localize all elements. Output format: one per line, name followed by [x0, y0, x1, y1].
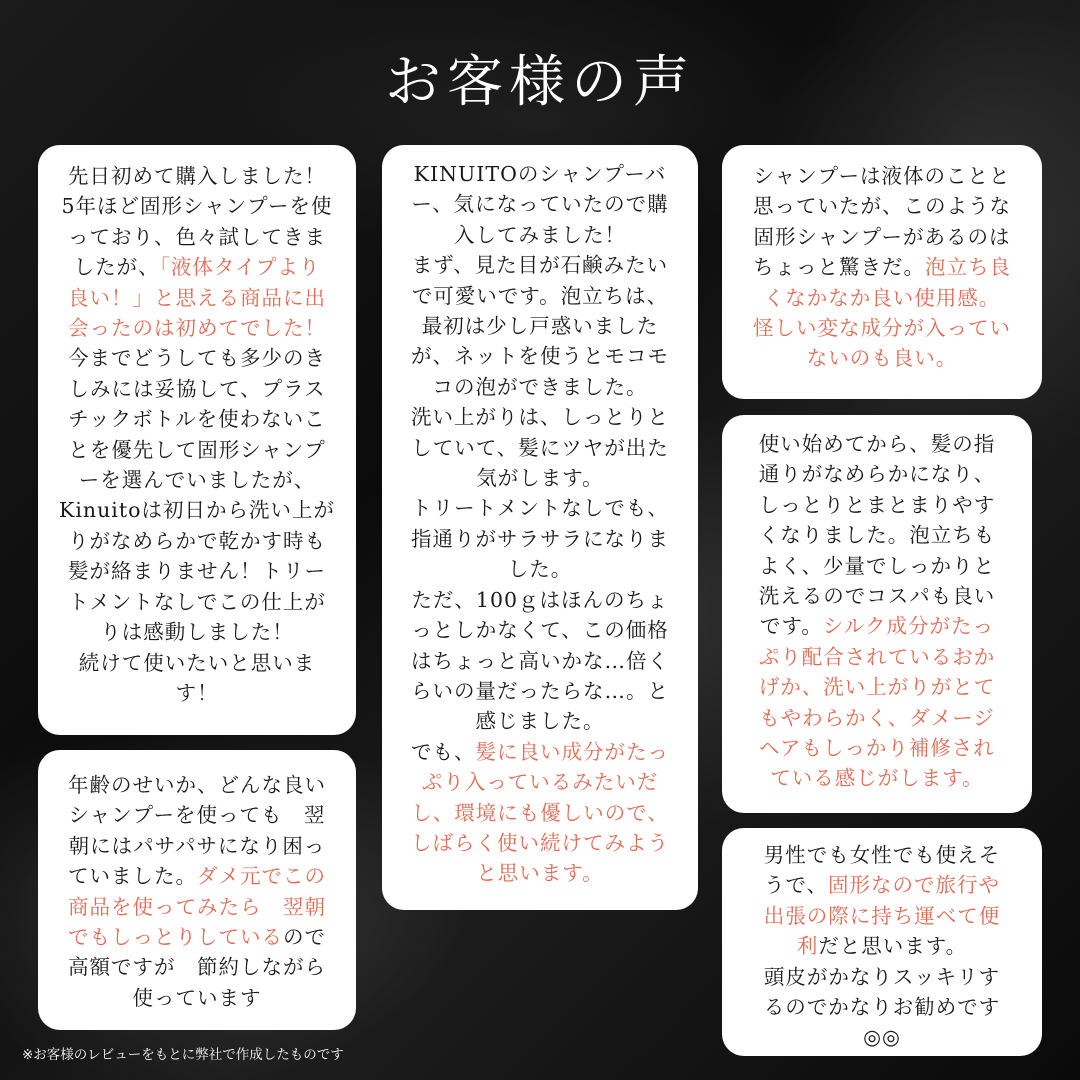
review-line	[728, 642, 1026, 672]
review-line	[44, 617, 350, 647]
review-line	[728, 191, 1036, 221]
review-text-segment: 男性でも女性でも使えそ	[763, 843, 1001, 867]
highlight-text: 会ったのは初めてでした！	[68, 316, 326, 341]
review-line	[44, 191, 350, 221]
review-line	[386, 159, 694, 189]
review-line	[728, 672, 1026, 702]
review-text-segment: ちょっと驚きだ。	[753, 255, 925, 280]
review-line	[44, 343, 350, 373]
review-text-segment: っており、色々試してきま	[68, 224, 326, 249]
review-line	[44, 952, 350, 982]
review-card	[722, 828, 1042, 1056]
review-text-segment: るのでかなりお勧めです	[763, 995, 1001, 1020]
review-line	[386, 646, 694, 676]
highlight-text: もやわらかく、ダメージ	[759, 705, 995, 730]
review-text-segment: 最初は少し戸惑いました	[421, 314, 659, 339]
highlight-text: シルク成分がたっ	[822, 614, 994, 639]
review-line	[44, 222, 350, 252]
highlight-text: し、環境にも優しいので、	[411, 800, 669, 825]
review-text-segment: ので	[283, 925, 326, 950]
review-line	[44, 495, 350, 525]
review-line	[44, 313, 350, 343]
review-text	[728, 161, 1036, 374]
review-line	[44, 374, 350, 404]
review-text-segment: 髪が絡まりません！トリー	[68, 559, 326, 584]
review-text	[44, 770, 350, 1013]
review-line	[728, 490, 1026, 520]
highlight-text: ダメ元でこの	[197, 864, 326, 889]
review-line	[44, 526, 350, 556]
review-text-segment: したが、	[73, 255, 160, 280]
review-line	[44, 161, 350, 191]
review-text-segment: とを優先して固形シャンプ	[68, 437, 326, 462]
review-text-segment: 朝にはパサパサになり困っ	[68, 833, 326, 858]
review-line	[386, 402, 694, 432]
review-line	[728, 870, 1036, 900]
review-line	[44, 770, 350, 800]
review-line	[386, 676, 694, 706]
review-line	[728, 520, 1026, 550]
review-text-segment: 使っています	[132, 985, 262, 1010]
highlight-text: ヘアもしっかり補修され	[759, 736, 995, 761]
review-text-segment: で可愛いです。泡立ちは、	[411, 283, 669, 308]
review-line	[728, 703, 1026, 733]
review-text-segment: 気がします。	[476, 466, 604, 491]
highlight-text: 利	[796, 934, 819, 959]
review-line	[728, 429, 1026, 459]
footnote: ※お客様のレビューをもとに弊社で作成したものです	[22, 1047, 344, 1063]
review-text-segment: シャンプーは液体のことと	[753, 164, 1011, 188]
review-line	[44, 587, 350, 617]
review-line	[386, 554, 694, 584]
review-line	[386, 585, 694, 615]
highlight-text: くなかなか良い使用感。	[763, 285, 1001, 310]
highlight-text: げか、洗い上がりがとて	[758, 675, 996, 700]
review-text-segment: 5年ほど固形シャンプーを使	[61, 194, 333, 219]
review-text-segment: 通りがなめらかになり、	[758, 462, 996, 487]
review-line	[44, 861, 350, 891]
review-line	[728, 252, 1036, 282]
review-text-segment: くなりました。泡立ちも	[758, 523, 996, 548]
review-line	[44, 404, 350, 434]
review-text-segment: した。	[507, 557, 573, 582]
review-text-segment: トメントなしでこの仕上が	[68, 589, 326, 614]
highlight-text: 怪しい変な成分が入ってい	[753, 316, 1011, 341]
review-line	[728, 962, 1036, 992]
review-line	[728, 763, 1026, 793]
review-line	[44, 922, 350, 952]
review-text	[728, 429, 1026, 794]
review-line	[728, 611, 1026, 641]
highlight-text: 泡立ち良	[925, 255, 1011, 280]
review-line	[386, 311, 694, 341]
review-line	[44, 252, 350, 282]
review-line	[386, 220, 694, 250]
review-text-segment: 頭皮がかなりスッキリす	[763, 964, 1001, 989]
review-line	[386, 463, 694, 493]
review-text	[44, 161, 350, 708]
review-text-segment: トリートメントなしでも、	[411, 496, 669, 521]
review-text-segment: 続けて使いたいと思いま	[78, 650, 316, 675]
review-line	[728, 459, 1026, 489]
review-text-segment: す！	[175, 680, 219, 705]
highlight-text: ぷり配合されているおか	[758, 644, 996, 669]
highlight-text: ぷり入っているみたいだ	[421, 770, 659, 795]
review-card	[722, 415, 1032, 813]
review-text-segment: ー、気になっていたので購	[411, 192, 669, 217]
review-text-segment: しっとりとまとまりやす	[758, 492, 996, 517]
review-text-segment: まず、見た目が石鹸みたい	[411, 253, 669, 278]
review-text-segment: 洗い上がりは、しっとりと	[411, 405, 669, 430]
page-title: お客様の声	[385, 50, 695, 115]
review-card	[382, 145, 698, 910]
review-text	[728, 840, 1036, 1053]
review-text-segment: ていました。	[68, 864, 197, 889]
review-line	[386, 433, 694, 463]
review-line	[728, 313, 1036, 343]
review-line	[728, 581, 1026, 611]
review-text-segment: うで、	[763, 873, 829, 898]
review-line	[386, 737, 694, 767]
review-text-segment: 年齢のせいか、どんな良い	[68, 773, 326, 797]
review-line	[728, 733, 1026, 763]
review-line	[386, 341, 694, 371]
review-text-segment: 使い始めてから、髪の指	[758, 432, 996, 456]
review-text-segment: 入してみました！	[454, 222, 626, 247]
review-line	[44, 283, 350, 313]
review-line	[386, 858, 694, 888]
review-line	[728, 992, 1036, 1022]
review-line	[386, 798, 694, 828]
review-text-segment: っとしかなくて、この価格	[411, 618, 669, 643]
review-line	[386, 372, 694, 402]
review-text-segment: だと思います。	[818, 934, 968, 959]
review-line	[728, 283, 1036, 313]
review-text-segment: 固形シャンプーがあるのは	[753, 224, 1011, 249]
highlight-text: 商品を使ってみたら 翌朝	[68, 894, 326, 919]
review-text-segment: ◎◎	[863, 1025, 901, 1050]
review-text-segment: ーを選んでいましたが、	[78, 468, 316, 493]
review-line	[728, 222, 1036, 252]
review-line	[728, 840, 1036, 870]
review-text-segment: でも、	[411, 739, 476, 764]
review-line	[386, 828, 694, 858]
review-text-segment: 感じました。	[475, 709, 605, 734]
review-line	[728, 931, 1036, 961]
highlight-text: ないのも良い。	[806, 346, 958, 371]
review-line	[386, 767, 694, 797]
highlight-text: と思います。	[476, 861, 604, 886]
review-text-segment: りがなめらかで乾かす時も	[68, 528, 326, 553]
review-text-segment: はちょっと高いかな…倍く	[411, 648, 669, 673]
review-line	[44, 983, 350, 1013]
review-line	[386, 493, 694, 523]
highlight-text: でもしっとりしている	[68, 925, 283, 950]
review-line	[386, 189, 694, 219]
review-text-segment: KINUITOのシャンプーバ	[413, 162, 667, 186]
review-line	[386, 250, 694, 280]
review-text-segment: Kinuitoは初日から洗い上が	[59, 498, 335, 523]
review-text-segment: 洗えるのでコスパも良い	[758, 584, 996, 609]
review-text-segment: 思っていたが、このような	[753, 194, 1011, 219]
review-text-segment: しみには妥協して、プラス	[68, 376, 326, 401]
review-card	[722, 145, 1042, 399]
highlight-text: 「液体タイプより	[159, 255, 321, 280]
review-line	[44, 678, 350, 708]
highlight-text: 良い！」と思える商品に出	[68, 285, 326, 310]
review-line	[44, 648, 350, 678]
review-text-segment: りは感動しました！	[100, 620, 294, 645]
review-line	[386, 524, 694, 554]
review-line	[386, 706, 694, 736]
highlight-text: 髪に良い成分がたっ	[475, 739, 669, 764]
review-line	[44, 556, 350, 586]
review-card	[38, 750, 356, 1030]
review-line	[44, 465, 350, 495]
review-text-segment: 先日初めて購入しました！	[68, 164, 326, 188]
review-text-segment: です。	[760, 614, 823, 639]
review-text-segment: が、ネットを使うとモコモ	[411, 344, 669, 369]
review-line	[44, 800, 350, 830]
highlight-text: ている感じがします。	[770, 766, 984, 791]
review-text-segment: ただ、100ｇはほんのちょ	[411, 587, 669, 612]
review-text-segment: チックボトルを使わないこ	[68, 407, 326, 432]
highlight-text: しばらく使い続けてみよう	[411, 830, 669, 855]
review-text	[386, 159, 694, 889]
review-line	[386, 615, 694, 645]
review-text-segment: していて、髪にツヤが出た	[411, 435, 669, 460]
review-line	[44, 435, 350, 465]
review-text-segment: コの泡ができました。	[432, 374, 648, 399]
highlight-text: 固形なので旅行や	[828, 873, 1001, 898]
review-card	[38, 145, 356, 735]
review-line	[44, 831, 350, 861]
highlight-text: 出張の際に持ち運べて便	[763, 903, 1001, 928]
review-text-segment: よく、少量でしっかりと	[758, 553, 996, 578]
review-line	[728, 1022, 1036, 1052]
review-line	[728, 901, 1036, 931]
review-text-segment: 指通りがサラサラになりま	[411, 526, 669, 551]
review-text-segment: シャンプーを使っても 翌	[68, 803, 326, 828]
review-line	[386, 281, 694, 311]
review-text-segment: 今までどうしても多少のき	[68, 346, 326, 371]
review-line	[44, 892, 350, 922]
review-text-segment: 高額ですが 節約しながら	[68, 955, 326, 980]
review-text-segment: らいの量だったらな…。と	[411, 678, 669, 703]
review-line	[728, 161, 1036, 191]
review-line	[728, 343, 1036, 373]
review-line	[728, 551, 1026, 581]
